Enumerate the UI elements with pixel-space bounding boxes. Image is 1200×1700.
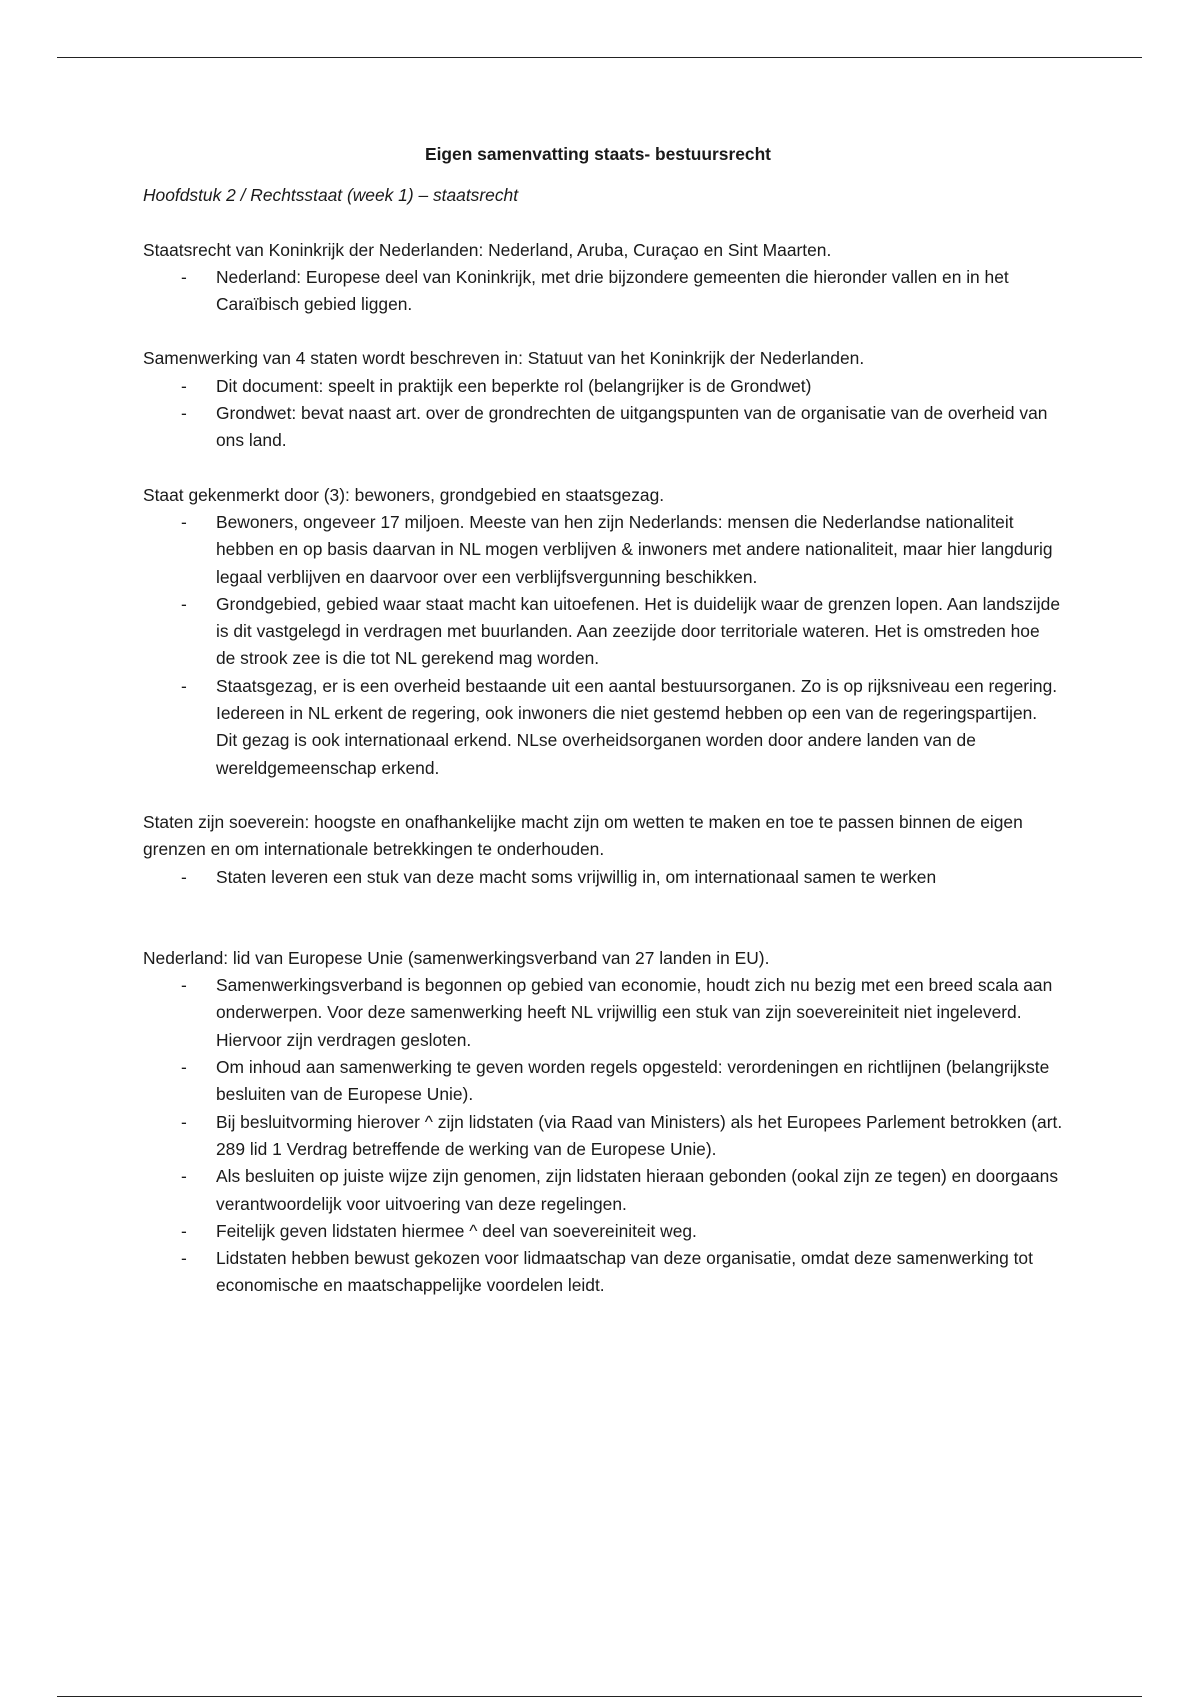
section-samenwerking bbox=[143, 345, 1063, 454]
list-item-text: Grondgebied, gebied waar staat macht kan uitoefenen. Het is duidelijk waar de grenzen lopen. Aan landszijde is dit vastgelegd in verdragen met buurlanden. Aan zeezijde door territoriale wateren. Het is omstreden hoe de strook zee is die tot NL gerekend mag worden. bbox=[216, 593, 1060, 669]
bullet-list bbox=[143, 509, 1063, 782]
bullet-list bbox=[143, 373, 1063, 455]
header-rule bbox=[57, 57, 1142, 58]
bullet-dash: - bbox=[181, 975, 187, 996]
bullet-dash: - bbox=[181, 1057, 187, 1078]
list-item-text: Feitelijk geven lidstaten hiermee ^ deel van soevereiniteit weg. bbox=[216, 1220, 697, 1241]
chapter-heading: Hoofdstuk 2 / Rechtsstaat (week 1) – staatsrecht bbox=[143, 185, 519, 206]
bullet-dash: - bbox=[181, 1166, 187, 1187]
section-europese-unie bbox=[143, 945, 1063, 1300]
list-item bbox=[143, 509, 1063, 591]
list-item-text: Dit document: speelt in praktijk een beperkte rol (belangrijker is de Grondwet) bbox=[216, 375, 812, 396]
list-item bbox=[143, 264, 1063, 319]
bullet-dash: - bbox=[181, 375, 187, 396]
list-item-text: Grondwet: bevat naast art. over de grondrechten de uitgangspunten van de organisatie van de overheid van ons land. bbox=[216, 403, 1048, 451]
bullet-list bbox=[143, 972, 1063, 1300]
bullet-list bbox=[143, 864, 1063, 891]
bullet-dash: - bbox=[181, 1220, 187, 1241]
list-item bbox=[143, 864, 1063, 891]
footer-rule bbox=[57, 1696, 1142, 1697]
bullet-list bbox=[143, 264, 1063, 319]
bullet-dash: - bbox=[181, 266, 187, 287]
list-item-text: Staten leveren een stuk van deze macht soms vrijwillig in, om internationaal samen te werken bbox=[216, 866, 937, 887]
bullet-dash: - bbox=[181, 593, 187, 614]
section-koninkrijk bbox=[143, 237, 1063, 319]
section-lead: Staat gekenmerkt door (3): bewoners, grondgebied en staatsgezag. bbox=[143, 484, 665, 505]
list-item-text: Bewoners, ongeveer 17 miljoen. Meeste van hen zijn Nederlands: mensen die Nederlandse nationaliteit hebben en op basis daarvan in NL mogen verblijven & inwoners met andere nationaliteit, maar hier langdurig legaal verblijven en daarvoor over een verblijfsvergunning beschikken. bbox=[216, 511, 1053, 587]
document-page bbox=[143, 141, 1063, 1327]
bullet-dash: - bbox=[181, 675, 187, 696]
list-item-text: Nederland: Europese deel van Koninkrijk, met drie bijzondere gemeenten die hieronder vallen en in het Caraïbisch gebied liggen. bbox=[216, 266, 1009, 315]
document-title: Eigen samenvatting staats- bestuursrecht bbox=[425, 144, 771, 164]
section-lead: Nederland: lid van Europese Unie (samenwerkingsverband van 27 landen in EU). bbox=[143, 947, 770, 968]
list-item-text: Lidstaten hebben bewust gekozen voor lidmaatschap van deze organisatie, omdat deze samenwerking tot economische en maatschappelijke voordelen leidt. bbox=[216, 1248, 1033, 1296]
list-item bbox=[143, 1218, 1063, 1245]
list-item bbox=[143, 1245, 1063, 1300]
list-item bbox=[143, 972, 1063, 1054]
list-item-text: Samenwerkingsverband is begonnen op gebied van economie, houdt zich nu bezig met een breed scala aan onderwerpen. Voor deze samenwerking heeft NL vrijwillig een stuk van zijn soevereiniteit niet ingeleverd. Hiervoor zijn verdragen gesloten. bbox=[216, 975, 1053, 1050]
section-staat-kenmerken bbox=[143, 482, 1063, 782]
list-item bbox=[143, 1054, 1063, 1109]
list-item bbox=[143, 673, 1063, 782]
list-item bbox=[143, 1163, 1063, 1218]
section-soevereiniteit bbox=[143, 809, 1063, 891]
section-lead: Samenwerking van 4 staten wordt beschreven in: Statuut van het Koninkrijk der Nederlanden. bbox=[143, 348, 865, 369]
section-lead: Staten zijn soeverein: hoogste en onafhankelijke macht zijn om wetten te maken en toe te passen binnen de eigen grenzen en om internationale betrekkingen te onderhouden. bbox=[143, 811, 1023, 860]
list-item bbox=[143, 400, 1063, 455]
bullet-dash: - bbox=[181, 403, 187, 424]
list-item-text: Om inhoud aan samenwerking te geven worden regels opgesteld: verordeningen en richtlijnen (belangrijkste besluiten van de Europese Unie). bbox=[216, 1057, 1050, 1105]
list-item-text: Staatsgezag, er is een overheid bestaande uit een aantal bestuursorganen. Zo is op rijksniveau een regering. Iedereen in NL erkent de regering, ook inwoners die niet gestemd hebben op een van de regeringspartijen. Dit gezag is ook internationaal erkend. NLse overheidsorganen worden door andere landen van de wereldgemeenschap erkend. bbox=[216, 675, 1058, 778]
list-item-text: Bij besluitvorming hierover ^ zijn lidstaten (via Raad van Ministers) als het Europees Parlement betrokken (art. 289 lid 1 Verdrag betreffende de werking van de Europese Unie). bbox=[216, 1111, 1063, 1159]
list-item bbox=[143, 1109, 1063, 1164]
list-item-text: Als besluiten op juiste wijze zijn genomen, zijn lidstaten hieraan gebonden (ookal zijn ze tegen) en doorgaans verantwoordelijk voor uitvoering van deze regelingen. bbox=[216, 1166, 1059, 1214]
list-item bbox=[143, 373, 1063, 400]
bullet-dash: - bbox=[181, 1248, 187, 1269]
section-lead: Staatsrecht van Koninkrijk der Nederlanden: Nederland, Aruba, Curaçao en Sint Maarten. bbox=[143, 239, 832, 260]
list-item bbox=[143, 591, 1063, 673]
bullet-dash: - bbox=[181, 511, 187, 532]
bullet-dash: - bbox=[181, 866, 187, 887]
bullet-dash: - bbox=[181, 1111, 187, 1132]
